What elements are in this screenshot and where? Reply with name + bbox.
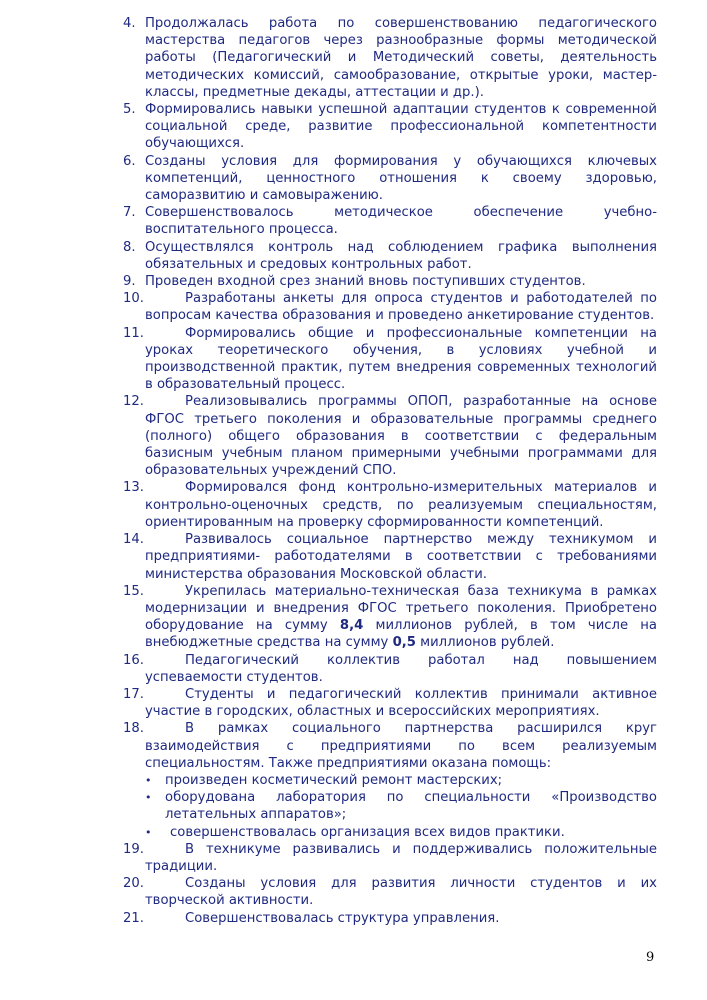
item-text: Реализовывались программы ОПОП, разработанные на основе ФГОС третьего поколения и образовательные программы среднего (полного) общего образования в соответствии с федеральным базисным учебным планом примерными учебными программами для образовательных учреждений СПО. — [145, 394, 657, 479]
item-number: 21. — [123, 910, 144, 926]
item-text: В техникуме развивались и поддерживались положительные традиции. — [145, 841, 657, 874]
bullet-icon: • — [145, 791, 152, 805]
item-text: Проведен входной срез знаний вновь поступивших студентов. — [145, 274, 586, 290]
list-item-8 — [0, 239, 657, 273]
item-number: 6. — [123, 153, 136, 169]
list-item-6 — [0, 153, 657, 205]
numbered-list — [0, 15, 707, 927]
list-item-11 — [0, 325, 657, 394]
item-text: Созданы условия для формирования у обучающихся ключевых компетенций, ценностного отношения к своему здоровью, саморазвитию и самовыражению. — [145, 153, 657, 204]
list-item-12 — [0, 393, 657, 479]
item-number: 7. — [123, 205, 136, 221]
list-item-14 — [0, 531, 657, 583]
bullet-item — [0, 789, 657, 823]
bullet-icon: • — [145, 773, 152, 787]
list-item-16 — [0, 652, 657, 686]
list-item-20 — [0, 875, 657, 909]
item-text: Студенты и педагогический коллектив принимали активное участие в городских, областных и всероссийских мероприятиях. — [145, 686, 657, 720]
list-item-10 — [0, 290, 657, 324]
item-text: Формировались навыки успешной адаптации студентов к современной социальной среде, развитие профессиональной компетентности обучающихся. — [145, 102, 657, 152]
item-text-part: Укрепилась материально-техническая база техникума в рамках модернизации и внедрения ФГОС третьего поколения. Приобретено оборудование на сумму — [145, 583, 657, 634]
equipment-sum-value: 8,4 — [339, 618, 364, 634]
item-text: Продолжалась работа по совершенствованию педагогического мастерства педагогов через разнообразные формы методической работы (Педагогический и Методический советы, деятельность методических комиссий, самообразование, открытые уроки, мастер-классы, предметные декады, аттестации и др.). — [145, 16, 657, 100]
list-item-21 — [0, 910, 657, 927]
item-text — [145, 583, 657, 652]
item-number: 12. — [123, 394, 144, 410]
item-text: Педагогический коллектив работал над повышением успеваемости студентов. — [145, 652, 657, 685]
bullet-text: совершенствовалась организация всех видов практики. — [170, 824, 565, 840]
item-text: Формировались общие и профессиональные компетенции на уроках теоретического обучения, в условиях учебной и производственной практик, путем внедрения современных технологий в образовательный процесс. — [145, 325, 657, 393]
item-number: 11. — [123, 325, 144, 341]
item-number: 16. — [123, 652, 144, 668]
item-text: Совершенствовалось методическое обеспечение учебно-воспитательного процесса. — [145, 205, 657, 238]
item-number: 8. — [123, 239, 136, 255]
item-text: Формировался фонд контрольно-измерительных материалов и контрольно-оценочных средств, по реализуемым специальностям, ориентированным на проверку сформированности компетенций. — [145, 480, 657, 530]
bullet-icon: • — [145, 825, 152, 839]
item-text: В рамках социального партнерства расширился круг взаимодействия с предприятиями по всем реализуемым специальностям. Также предприятиями оказана помощь: — [145, 721, 657, 771]
item-number: 18. — [123, 721, 144, 737]
item-text-part: миллионов рублей. — [415, 635, 555, 651]
list-item-19 — [0, 841, 657, 875]
item-number: 13. — [123, 480, 144, 496]
bullet-item — [0, 824, 657, 841]
bullet-text: оборудована лаборатория по специальности «Производство летательных аппаратов»; — [165, 790, 657, 823]
list-item-15 — [0, 583, 657, 652]
item-number: 14. — [123, 532, 144, 548]
item-number: 10. — [123, 291, 144, 307]
list-item-9 — [0, 273, 657, 290]
list-item-5 — [0, 101, 657, 153]
page-number: 9 — [646, 950, 655, 965]
list-item-4 — [0, 15, 657, 101]
list-item-7 — [0, 204, 657, 238]
item-text: Осуществлялся контроль над соблюдением графика выполнения обязательных и средовых контрольных работ. — [145, 239, 657, 272]
item-text: Совершенствовалась структура управления. — [185, 910, 500, 926]
list-item-17 — [0, 686, 657, 720]
item-number: 15. — [123, 583, 144, 599]
item-text: Разработаны анкеты для опроса студентов и работодателей по вопросам качества образования и проведено анкетирование студентов. — [145, 291, 657, 324]
item-text-part: миллионов рублей, в том числе на внебюджетные средства на сумму — [145, 618, 657, 651]
item-number: 20. — [123, 876, 144, 892]
item-number: 5. — [123, 102, 136, 118]
list-item-13 — [0, 479, 657, 531]
item-text: Созданы условия для развития личности студентов и их творческой активности. — [145, 876, 657, 909]
item-number: 9. — [123, 274, 136, 290]
bullet-item — [0, 772, 657, 789]
item-number: 17. — [123, 686, 144, 702]
item-number: 19. — [123, 841, 144, 857]
item-number: 4. — [123, 16, 136, 31]
item-text: Развивалось социальное партнерство между техникумом и предприятиями- работодателями в соответствии с требованиями министерства образования Московской области. — [145, 532, 657, 582]
offbudget-sum-value: 0,5 — [392, 635, 416, 651]
list-item-18 — [0, 720, 657, 772]
bullet-text: произведен косметический ремонт мастерских; — [165, 772, 503, 788]
